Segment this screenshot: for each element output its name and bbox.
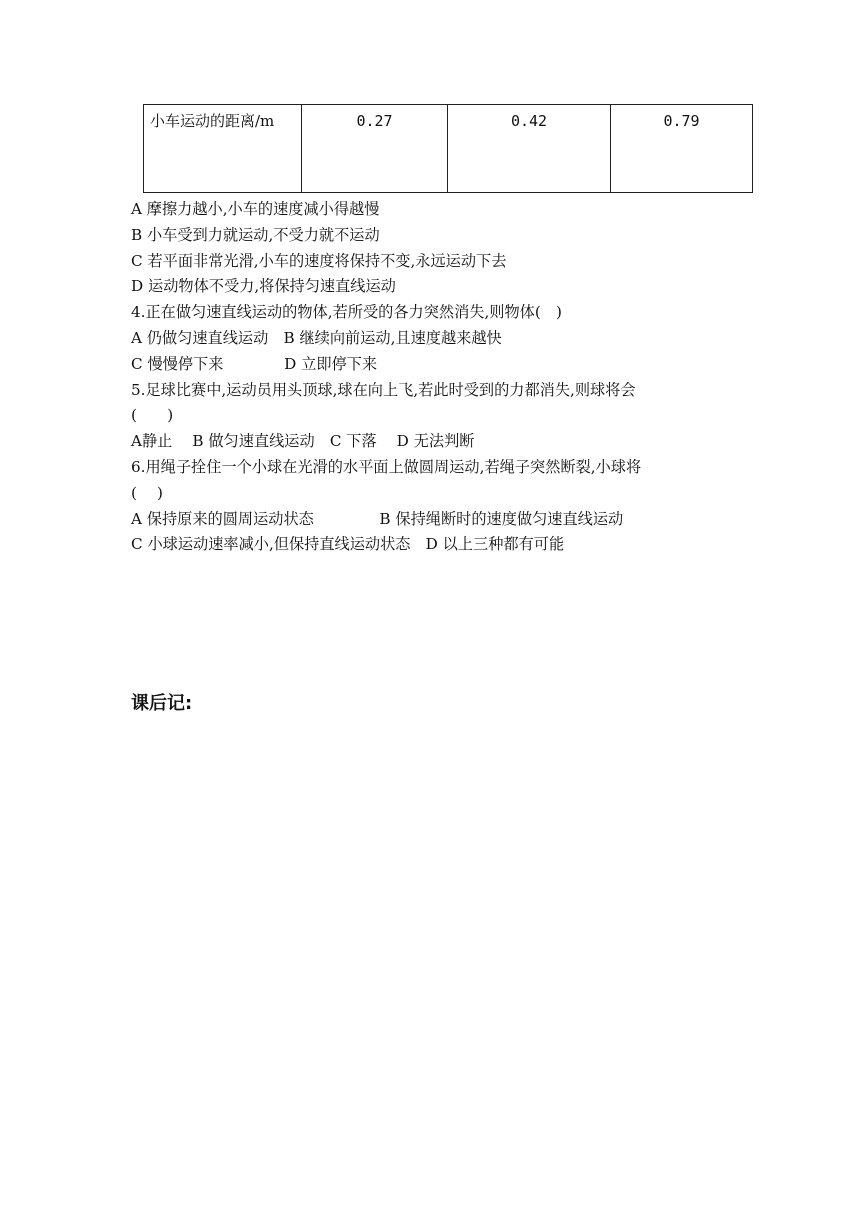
table-row-label: 小车运动的距离/m xyxy=(144,105,302,193)
answer-blank: ( ) xyxy=(131,483,163,502)
option-line: A静止 B 做匀速直线运动 C 下落 D 无法判断 xyxy=(131,432,475,451)
table-cell: 0.79 xyxy=(611,105,753,193)
table-cell: 0.42 xyxy=(448,105,611,193)
option-line: A 保持原来的圆周运动状态 B 保持绳断时的速度做匀速直线运动 xyxy=(131,509,624,528)
table-row xyxy=(144,105,753,193)
question-5: 5.足球比赛中,运动员用头顶球,球在向上飞,若此时受到的力都消失,则球将会 xyxy=(131,380,636,399)
option-line: C 小球运动速率减小,但保持直线运动状态 D 以上三种都有可能 xyxy=(131,535,565,554)
option-line: C 慢慢停下来 D 立即停下来 xyxy=(131,354,378,373)
question-6: 6.用绳子拴住一个小球在光滑的水平面上做圆周运动,若绳子突然断裂,小球将 xyxy=(131,457,642,476)
post-class-notes-heading: 课后记: xyxy=(131,693,193,714)
option-line: C 若平面非常光滑,小车的速度将保持不变,永远运动下去 xyxy=(131,251,507,270)
option-line: B 小车受到力就运动,不受力就不运动 xyxy=(131,225,380,244)
question-4: 4.正在做匀速直线运动的物体,若所受的各力突然消失,则物体( ) xyxy=(131,303,562,322)
option-line: A 仍做匀速直线运动 B 继续向前运动,且速度越来越快 xyxy=(131,328,502,347)
answer-blank: ( ) xyxy=(131,406,174,425)
table-cell: 0.27 xyxy=(302,105,448,193)
option-line: D 运动物体不受力,将保持匀速直线运动 xyxy=(131,277,396,296)
data-table xyxy=(143,104,753,193)
question-text xyxy=(131,197,751,558)
option-line: A 摩擦力越小,小车的速度减小得越慢 xyxy=(131,200,380,218)
